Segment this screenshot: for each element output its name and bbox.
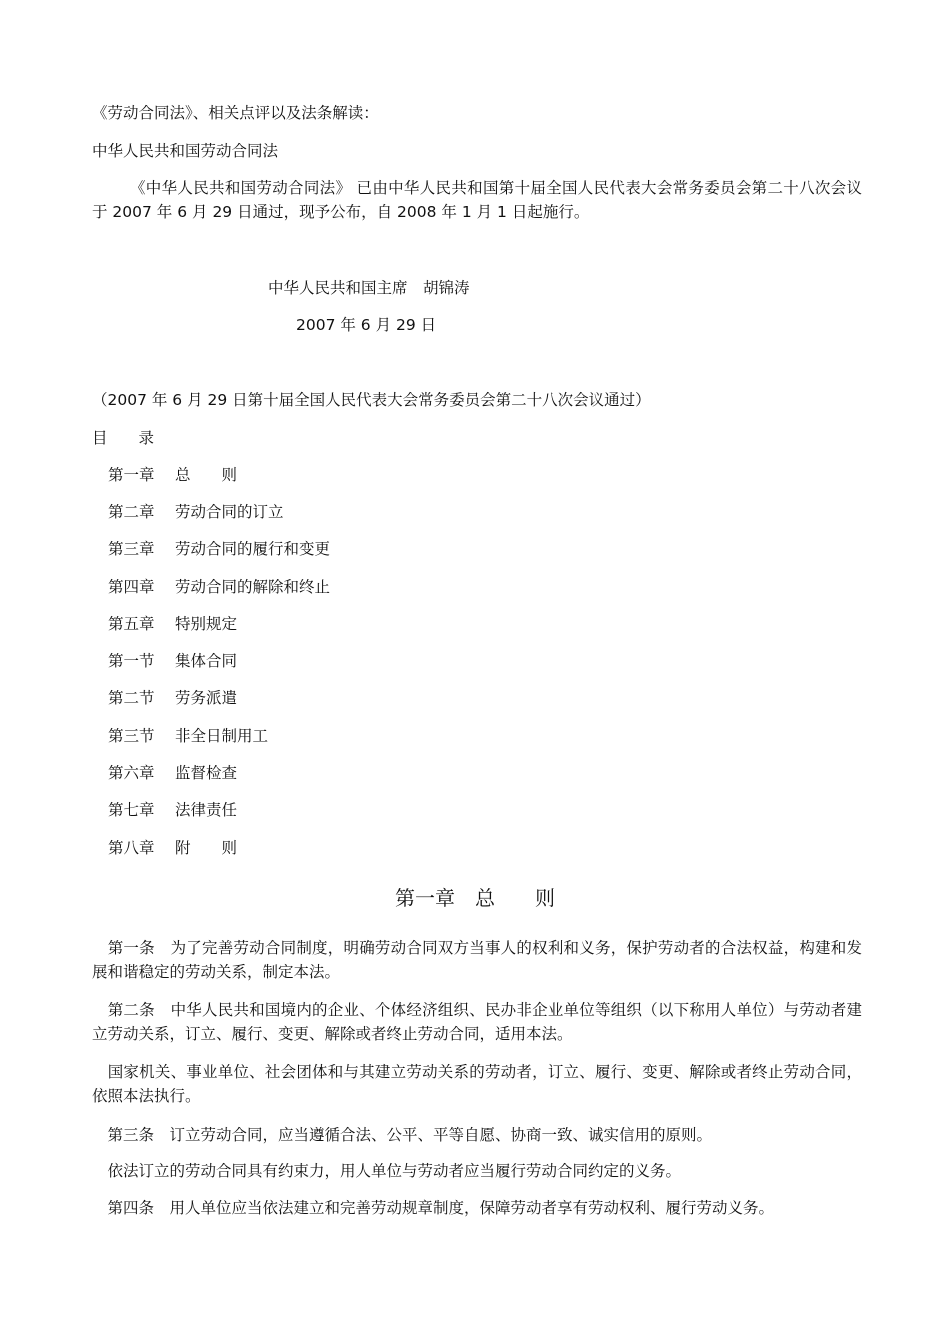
- toc-item: [108, 500, 284, 524]
- toc-item: [108, 724, 268, 748]
- toc-item-title: 监督检查: [175, 764, 238, 782]
- toc-item-number: 第三节: [108, 727, 155, 745]
- toc-item-number: 第四章: [108, 578, 155, 596]
- toc-item-number: 第二章: [108, 503, 155, 521]
- toc-item: [108, 686, 237, 710]
- article-paragraph: 国家机关、事业单位、社会团体和与其建立劳动关系的劳动者，订立、履行、变更、解除或者终止劳动合同，依照本法执行。: [92, 1063, 862, 1105]
- toc-item-title: 特别规定: [175, 615, 238, 633]
- sign-date: 2007 年 6 月 29 日: [296, 316, 437, 334]
- toc-item-title: 劳务派遣: [175, 689, 238, 707]
- toc-item-number: 第八章: [108, 839, 155, 857]
- toc-item-title: 法律责任: [175, 801, 238, 819]
- toc-item-title: 附 则: [175, 839, 238, 857]
- toc-item: [108, 649, 237, 673]
- toc-item-title: 非全日制用工: [175, 727, 269, 745]
- toc-item: [108, 575, 330, 599]
- toc-item: [108, 537, 330, 561]
- toc-item-title: 劳动合同的解除和终止: [175, 578, 331, 596]
- toc-item-number: 第六章: [108, 764, 155, 782]
- toc-item-number: 第二节: [108, 689, 155, 707]
- adoption-note: （2007 年 6 月 29 日第十届全国人民代表大会常务委员会第二十八次会议通过）: [92, 391, 651, 409]
- toc-item-title: 集体合同: [175, 652, 238, 670]
- header-line: 《劳动合同法》、相关点评以及法条解读：: [92, 104, 379, 122]
- article-paragraph: 第一条 为了完善劳动合同制度，明确劳动合同双方当事人的权利和义务，保护劳动者的合法权益，构建和发展和谐稳定的劳动关系，制定本法。: [92, 939, 862, 981]
- toc-item: [108, 463, 237, 487]
- article-paragraph: 第二条 中华人民共和国境内的企业、个体经济组织、民办非企业单位等组织（以下称用人单位）与劳动者建立劳动关系，订立、履行、变更、解除或者终止劳动合同，适用本法。: [92, 1001, 862, 1043]
- toc-item: [108, 798, 237, 822]
- signatory: 中华人民共和国主席 胡锦涛: [268, 279, 470, 297]
- toc-item: [108, 761, 237, 785]
- toc-item-number: 第一节: [108, 652, 155, 670]
- law-title: 中华人民共和国劳动合同法: [92, 142, 279, 160]
- toc-item: [108, 612, 237, 636]
- toc-title: 目 录: [92, 429, 155, 447]
- article-paragraph: 第三条 订立劳动合同，应当遵循合法、公平、平等自愿、协商一致、诚实信用的原则。: [92, 1126, 713, 1144]
- toc-item-title: 劳动合同的订立: [175, 503, 284, 521]
- toc-item-number: 第三章: [108, 540, 155, 558]
- toc-item-number: 第一章: [108, 466, 155, 484]
- article-paragraph: 依法订立的劳动合同具有约束力，用人单位与劳动者应当履行劳动合同约定的义务。: [92, 1162, 682, 1180]
- toc-item-title: 劳动合同的履行和变更: [175, 540, 331, 558]
- toc-item-title: 总 则: [175, 466, 238, 484]
- chapter-heading: 第一章 总 则: [395, 886, 555, 910]
- toc-item: [108, 836, 237, 860]
- toc-item-number: 第七章: [108, 801, 155, 819]
- toc-item-number: 第五章: [108, 615, 155, 633]
- promulgation-paragraph: 《中华人民共和国劳动合同法》 已由中华人民共和国第十届全国人民代表大会常务委员会第二十八次会议于 2007 年 6 月 29 日通过，现予公布，自 2008 年 1 月 1 日起施行。: [92, 179, 862, 221]
- article-paragraph: 第四条 用人单位应当依法建立和完善劳动规章制度，保障劳动者享有劳动权利、履行劳动义务。: [92, 1199, 775, 1217]
